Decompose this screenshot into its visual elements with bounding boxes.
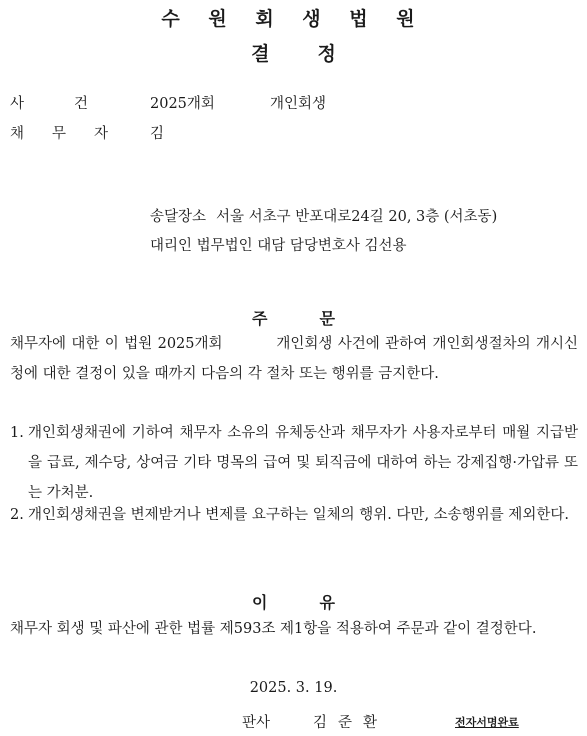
case-number: 2025개회: [150, 96, 215, 112]
order-item: [10, 418, 578, 508]
order-item-text: 개인회생채권에 기하여 채무자 소유의 유체동산과 채무자가 사용자로부터 매월 지급받을 급료, 제수당, 상여금 기타 명목의 급여 및 퇴직금에 대하여 하는 강제집행·가압류 또는 가처분.: [28, 425, 578, 501]
order-item: [10, 500, 578, 530]
order-heading: [0, 306, 587, 329]
service-address: [150, 205, 497, 226]
service-address-label: 송달장소: [150, 209, 207, 225]
service-address-value: 서울 서초구 반포대로24길 20, 3층 (서초동): [216, 209, 498, 225]
order-item-number: 1.: [10, 425, 24, 441]
decision-date: 2025. 3. 19.: [249, 680, 338, 696]
document-title-char-2: 정: [317, 43, 336, 65]
legal-agent: 대리인 법무법인 대담 담당변호사 김선용: [150, 238, 407, 254]
debtor-label-char-1: 채: [10, 126, 25, 142]
order-intro: 채무자에 대한 이 법원 2025개회 개인회생 사건에 관하여 개인회생절차의 개시신청에 대한 결정이 있을 때까지 다음의 각 절차 또는 행위를 금지한다.: [10, 336, 578, 382]
judge-name: 김준환: [313, 715, 389, 731]
case-label-char-2: 건: [74, 96, 89, 112]
case-label: [10, 92, 96, 113]
case-name: 개인회생: [270, 96, 327, 112]
debtor-name: 김: [150, 126, 165, 142]
order-heading-char-2: 문: [319, 309, 335, 328]
case-label-char-1: 사: [10, 96, 25, 112]
document-title: [0, 39, 587, 66]
order-heading-char-1: 주: [252, 309, 268, 328]
debtor-label-char-3: 자: [94, 126, 109, 142]
reason-heading-char-1: 이: [252, 593, 268, 612]
court-name: 수 원 회 생 법 원: [161, 8, 426, 30]
reason-text: 채무자 회생 및 파산에 관한 법률 제593조 제1항을 적용하여 주문과 같이 결정한다.: [10, 621, 537, 637]
debtor-label: [10, 122, 116, 143]
order-item-text: 개인회생채권을 변제받거나 변제를 요구하는 일체의 행위. 다만, 소송행위를 제외한다.: [28, 507, 569, 523]
order-item-number: 2.: [10, 507, 24, 523]
reason-heading: [0, 590, 587, 613]
judge-label: 판사: [242, 715, 271, 731]
document-title-char-1: 결: [251, 43, 270, 65]
reason-heading-char-2: 유: [319, 593, 335, 612]
debtor-label-char-2: 무: [52, 126, 67, 142]
e-signature-stamp: 전자서명완료: [455, 716, 519, 729]
